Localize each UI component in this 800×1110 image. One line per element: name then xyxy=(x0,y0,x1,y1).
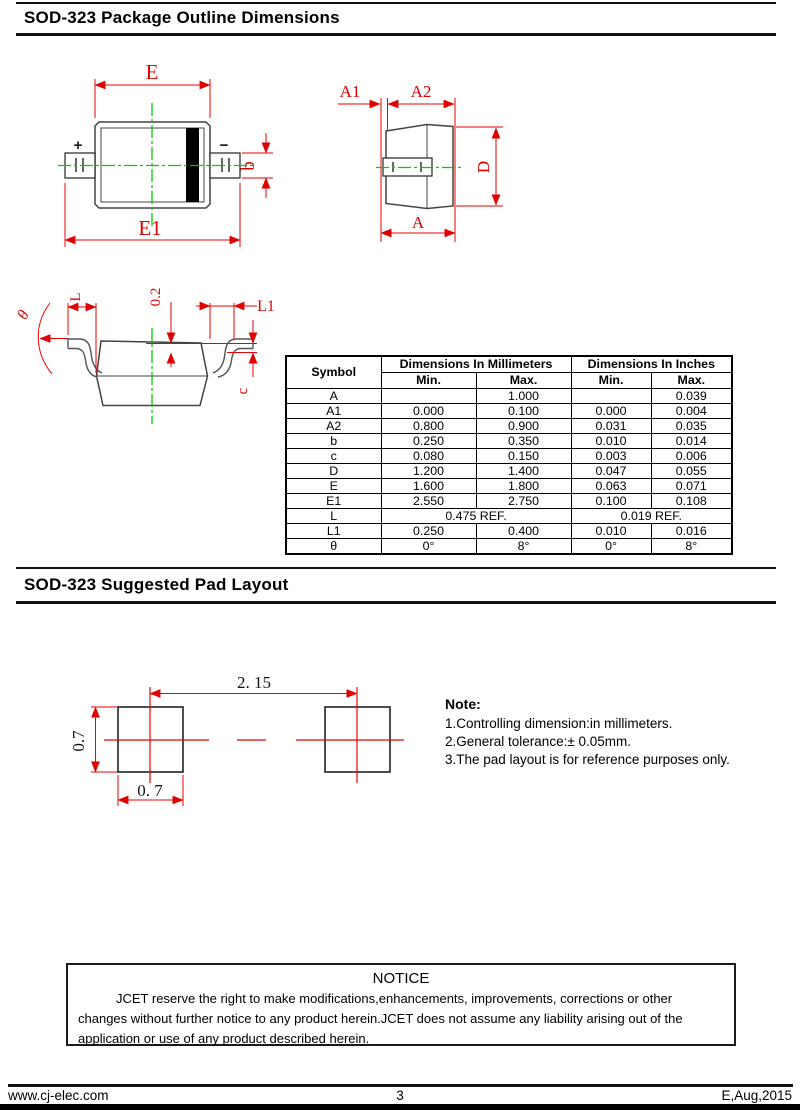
section2-title: SOD-323 Suggested Pad Layout xyxy=(24,575,289,594)
cell-mm-min: 0.000 xyxy=(381,404,476,419)
dim-A-label: A xyxy=(411,213,425,232)
dim-row-L xyxy=(286,509,732,524)
cell-mm-max: 0.400 xyxy=(476,524,571,539)
cell-symbol: θ xyxy=(286,539,381,555)
dim-b-label: b xyxy=(238,161,259,171)
dim-row-E1 xyxy=(286,494,732,509)
dim-row-L1 xyxy=(286,524,732,539)
cell-in-max: 0.014 xyxy=(651,434,732,449)
cell-mm-min: 0.080 xyxy=(381,449,476,464)
dim-pitch-label: 2. 15 xyxy=(237,673,271,692)
col-header-in-max: Max. xyxy=(651,373,732,389)
cell-mm-min: 0.250 xyxy=(381,524,476,539)
cell-mm-max: 1.800 xyxy=(476,479,571,494)
dim-E-label: E xyxy=(145,60,159,84)
cell-in-min: 0.063 xyxy=(571,479,651,494)
cell-in-min: 0.047 xyxy=(571,464,651,479)
cell-in-min: 0.031 xyxy=(571,419,651,434)
group-header-mm: Dimensions In Millimeters xyxy=(381,356,571,373)
cell-mm-max: 0.100 xyxy=(476,404,571,419)
dim-L1-extensions xyxy=(210,303,234,339)
cell-mm-max: 0.350 xyxy=(476,434,571,449)
cell-in-min: 0° xyxy=(571,539,651,555)
end-view-drawing xyxy=(338,82,503,242)
col-header-symbol: Symbol xyxy=(286,356,381,389)
page-bottom-edge xyxy=(0,1104,800,1110)
cell-symbol: L xyxy=(286,509,381,524)
cell-in-max: 0.035 xyxy=(651,419,732,434)
cell-in-min: 0.010 xyxy=(571,434,651,449)
cell-in-max: 0.004 xyxy=(651,404,732,419)
top-view-drawing xyxy=(58,60,273,247)
cell-mm-min: 1.200 xyxy=(381,464,476,479)
col-header-mm-max: Max. xyxy=(476,373,571,389)
footer-revision: E,Aug,2015 xyxy=(721,1088,792,1103)
cell-mm-max: 1.000 xyxy=(476,389,571,404)
dim-row-b xyxy=(286,434,732,449)
cell-mm-max: 8° xyxy=(476,539,571,555)
dim-E1-label: E1 xyxy=(138,216,162,240)
dim-row-A2 xyxy=(286,419,732,434)
dim-L1-label: L1 xyxy=(257,298,275,315)
dim-theta-label: θ xyxy=(14,306,33,324)
polarity-minus-label: − xyxy=(219,137,229,154)
dim-row-D xyxy=(286,464,732,479)
dim-row-E xyxy=(286,479,732,494)
dim-c-label: c xyxy=(235,387,251,395)
note-item-1: 1.Controlling dimension:in millimeters. xyxy=(445,716,673,731)
cell-mm-min: 0° xyxy=(381,539,476,555)
right-gullwing-lead xyxy=(213,339,253,377)
notice-title: NOTICE xyxy=(372,970,430,987)
cell-mm-max: 0.900 xyxy=(476,419,571,434)
footer-rule xyxy=(8,1084,793,1087)
cell-in-min: 0.100 xyxy=(571,494,651,509)
pad-layout-drawing xyxy=(69,673,404,806)
cell-mm-max: 2.750 xyxy=(476,494,571,509)
cell-in-max: 0.055 xyxy=(651,464,732,479)
note-item-3: 3.The pad layout is for reference purposes only. xyxy=(445,752,730,767)
notice-body: JCET reserve the right to make modifications,enhancements, improvements, corrections or other changes without further notice to any product herein.JCET does not assume any liability arising out of the application or use of any product described herein. xyxy=(78,991,683,1046)
note-block xyxy=(445,696,795,769)
cell-symbol: b xyxy=(286,434,381,449)
cell-in-max: 0.006 xyxy=(651,449,732,464)
cell-symbol: A1 xyxy=(286,404,381,419)
cell-symbol: c xyxy=(286,449,381,464)
cell-mm-min: 0.800 xyxy=(381,419,476,434)
dim-padwidth-label: 0. 7 xyxy=(137,781,163,800)
cell-mm-min: 0.250 xyxy=(381,434,476,449)
cell-symbol: E1 xyxy=(286,494,381,509)
dim-offset-label: 0.2 xyxy=(148,287,164,307)
notice-box xyxy=(66,963,736,1046)
cell-mm-min: 2.550 xyxy=(381,494,476,509)
cell-in-max: 0.039 xyxy=(651,389,732,404)
footer-website: www.cj-elec.com xyxy=(8,1088,109,1103)
cell-symbol: A xyxy=(286,389,381,404)
dim-row-theta xyxy=(286,539,732,555)
cell-in-max: 8° xyxy=(651,539,732,555)
cell-mm-min: 1.600 xyxy=(381,479,476,494)
dim-A2-label: A2 xyxy=(410,82,432,101)
col-header-in-min: Min. xyxy=(571,373,651,389)
dim-L-label: L xyxy=(68,292,84,302)
cell-in-min: 0.010 xyxy=(571,524,651,539)
dim-A1-label: A1 xyxy=(339,82,361,101)
profile-view-drawing xyxy=(15,288,275,424)
dim-D-label: D xyxy=(474,160,493,174)
cell-in-ref: 0.019 REF. xyxy=(571,509,732,524)
cell-symbol: L1 xyxy=(286,524,381,539)
group-header-inches: Dimensions In Inches xyxy=(571,356,732,373)
cell-symbol: A2 xyxy=(286,419,381,434)
note-item-2: 2.General tolerance:± 0.05mm. xyxy=(445,734,632,749)
cell-symbol: D xyxy=(286,464,381,479)
dim-row-A xyxy=(286,389,732,404)
polarity-plus-label: + xyxy=(73,137,83,154)
footer-page-number: 3 xyxy=(396,1088,404,1103)
cell-in-min: 0.003 xyxy=(571,449,651,464)
cell-mm-max: 0.150 xyxy=(476,449,571,464)
note-title: Note: xyxy=(445,696,481,712)
cell-in-max: 0.108 xyxy=(651,494,732,509)
dim-row-A1 xyxy=(286,404,732,419)
cell-in-min xyxy=(571,389,651,404)
cell-symbol: E xyxy=(286,479,381,494)
dim-row-c xyxy=(286,449,732,464)
cell-mm-ref: 0.475 REF. xyxy=(381,509,571,524)
cell-in-max: 0.016 xyxy=(651,524,732,539)
cell-mm-max: 1.400 xyxy=(476,464,571,479)
dimensions-table xyxy=(285,355,733,555)
col-header-mm-min: Min. xyxy=(381,373,476,389)
cell-in-max: 0.071 xyxy=(651,479,732,494)
section1-title: SOD-323 Package Outline Dimensions xyxy=(24,8,340,27)
cell-mm-min xyxy=(381,389,476,404)
dim-L-extensions xyxy=(68,303,96,373)
cell-in-min: 0.000 xyxy=(571,404,651,419)
dim-padheight-label: 0.7 xyxy=(69,730,88,752)
